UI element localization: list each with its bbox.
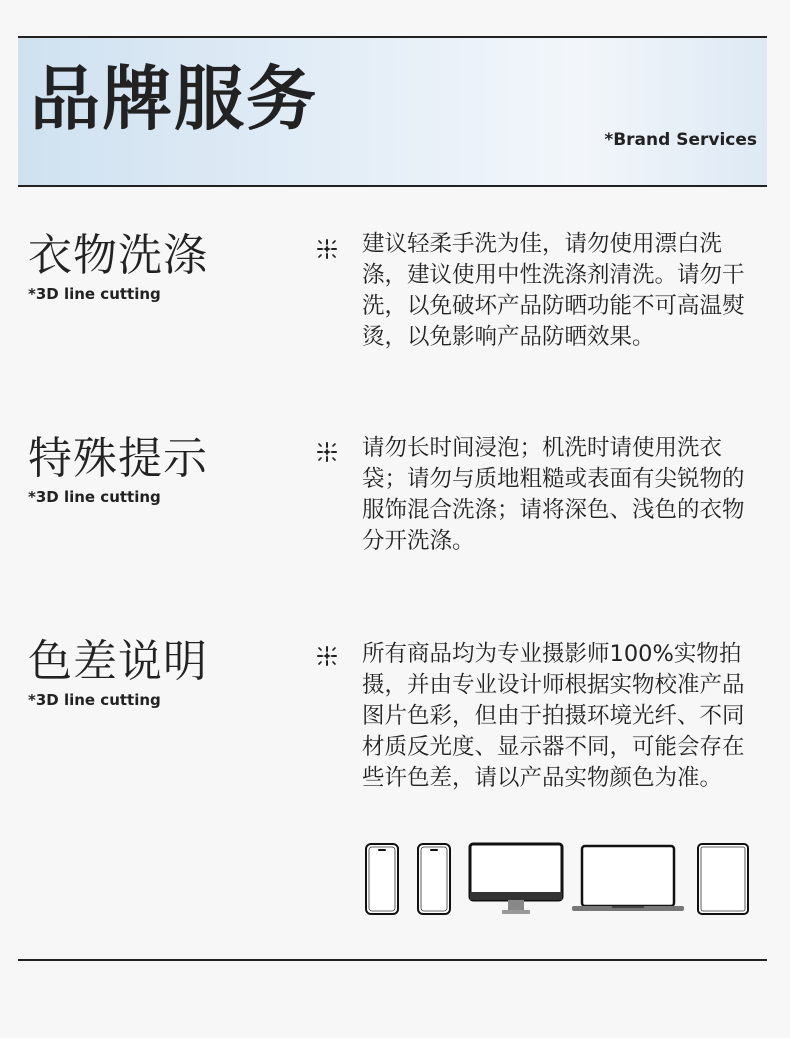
crosshair-star-icon xyxy=(314,643,340,669)
section-title: 衣物洗涤 xyxy=(28,230,208,281)
devices-illustration xyxy=(362,840,752,920)
section-subtitle: *3D line cutting xyxy=(28,285,161,303)
banner-bottom-divider xyxy=(18,185,767,187)
crosshair-star-icon xyxy=(314,236,340,262)
section-text: 建议轻柔手洗为佳，请勿使用漂白洗涤，建议使用中性洗涤剂清洗。请勿干洗，以免破坏产品防晒功能不可高温熨烫，以免影响产品防晒效果。 xyxy=(362,231,745,350)
laptop-icon xyxy=(572,846,684,911)
phone-icon xyxy=(366,844,398,914)
monitor-icon xyxy=(470,844,562,914)
brand-banner xyxy=(18,38,767,185)
page-subtitle: *Brand Services xyxy=(604,130,757,150)
crosshair-star-icon xyxy=(314,439,340,465)
section-text: 所有商品均为专业摄影师100%实物拍摄，并由专业设计师根据实物校准产品图片色彩，但由于拍摄环境光纤、不同材质反光度、显示器不同，可能会存在些许色差，请以产品实物颜色为准。 xyxy=(362,641,745,791)
bottom-divider xyxy=(18,959,767,961)
tablet-icon xyxy=(698,844,748,914)
section-subtitle: *3D line cutting xyxy=(28,488,161,506)
page-title: 品牌服务 xyxy=(30,58,318,140)
phone-icon xyxy=(418,844,450,914)
section-subtitle: *3D line cutting xyxy=(28,691,161,709)
section-title: 特殊提示 xyxy=(28,433,208,484)
section-title: 色差说明 xyxy=(28,636,208,687)
section-text: 请勿长时间浸泡；机洗时请使用洗衣袋；请勿与质地粗糙或表面有尖锐物的服饰混合洗涤；请将深色、浅色的衣物分开洗涤。 xyxy=(362,435,745,554)
